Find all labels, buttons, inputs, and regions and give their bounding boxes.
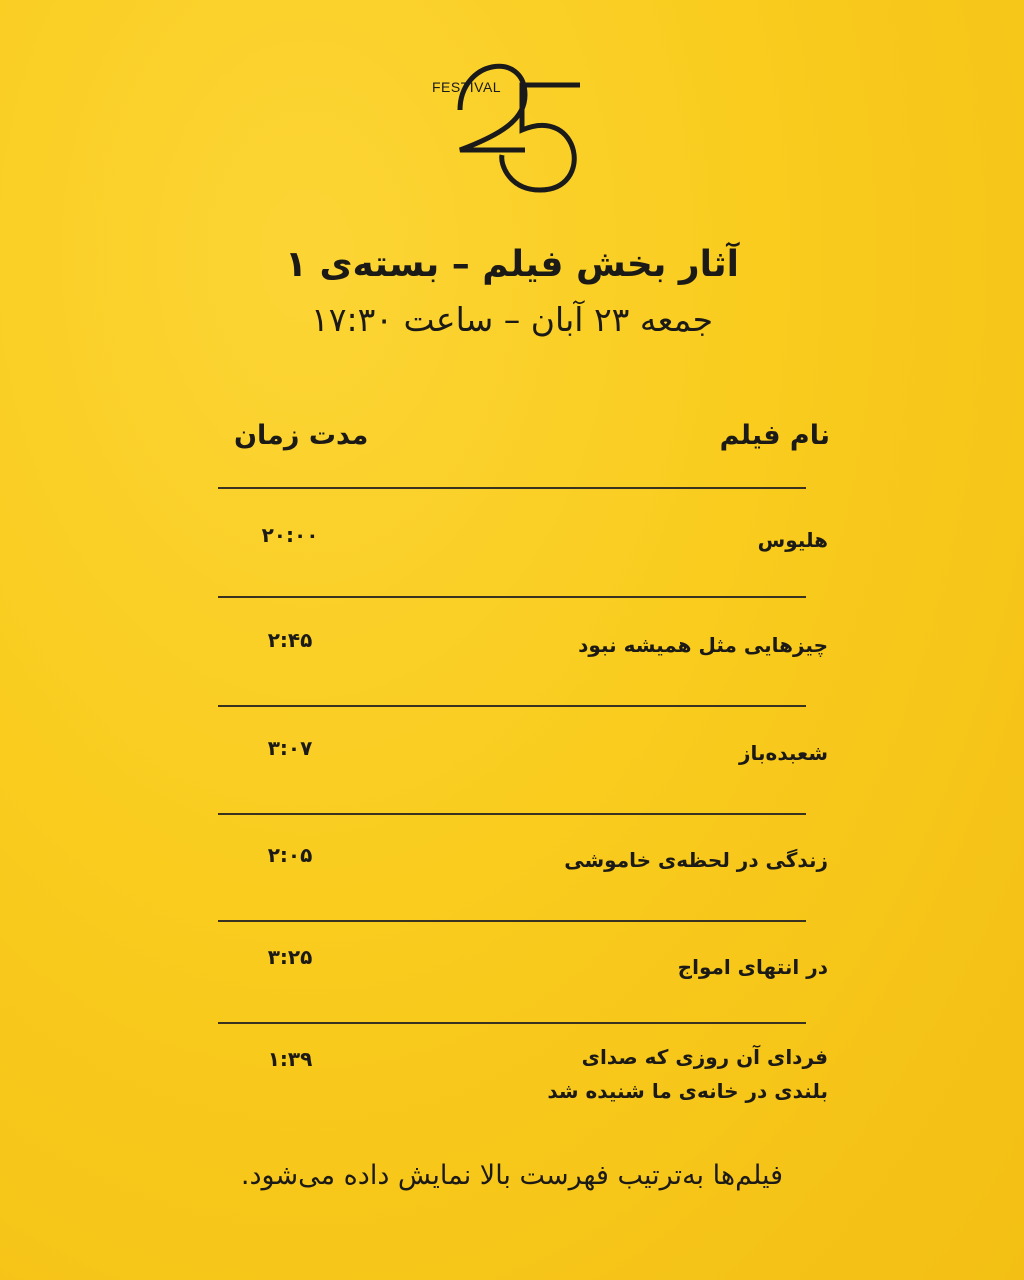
column-header-duration: مدت زمان [234,420,369,451]
divider [218,813,806,815]
divider [218,920,806,922]
film-title: هلیوس [757,528,828,552]
column-header-film-name: نام فیلم [719,420,830,451]
divider [218,487,806,489]
film-duration: ۲:۴۵ [267,628,313,652]
divider [218,1022,806,1024]
festival-25-logo-icon [430,40,600,200]
film-duration: ۳:۰۷ [267,736,313,760]
film-title: شعبده‌باز [738,741,828,765]
film-duration: ۲:۰۵ [267,843,313,867]
film-duration: ۲۰:۰۰ [261,523,319,547]
film-title: فردای آن روزی که صدای بلندی در خانه‌ی ما شنیده شد [547,1045,828,1103]
page-subtitle: جمعه ۲۳ آبان – ساعت ۱۷:۳۰ [311,300,713,339]
page-title: آثار بخش فیلم – بسته‌ی ۱ [285,244,739,285]
film-title: در انتهای امواج [677,955,828,979]
festival-label: FESTIVAL [432,79,502,95]
film-duration: ۱:۳۹ [267,1047,313,1071]
film-title: زندگی در لحظه‌ی خاموشی [564,848,828,872]
film-title: چیزهایی مثل همیشه نبود [578,633,828,657]
footer-note: فیلم‌ها به‌ترتیب فهرست بالا نمایش داده می‌شود. [240,1160,784,1191]
film-duration: ۳:۲۵ [267,945,313,969]
divider [218,596,806,598]
festival-logo [430,40,600,200]
divider [218,705,806,707]
